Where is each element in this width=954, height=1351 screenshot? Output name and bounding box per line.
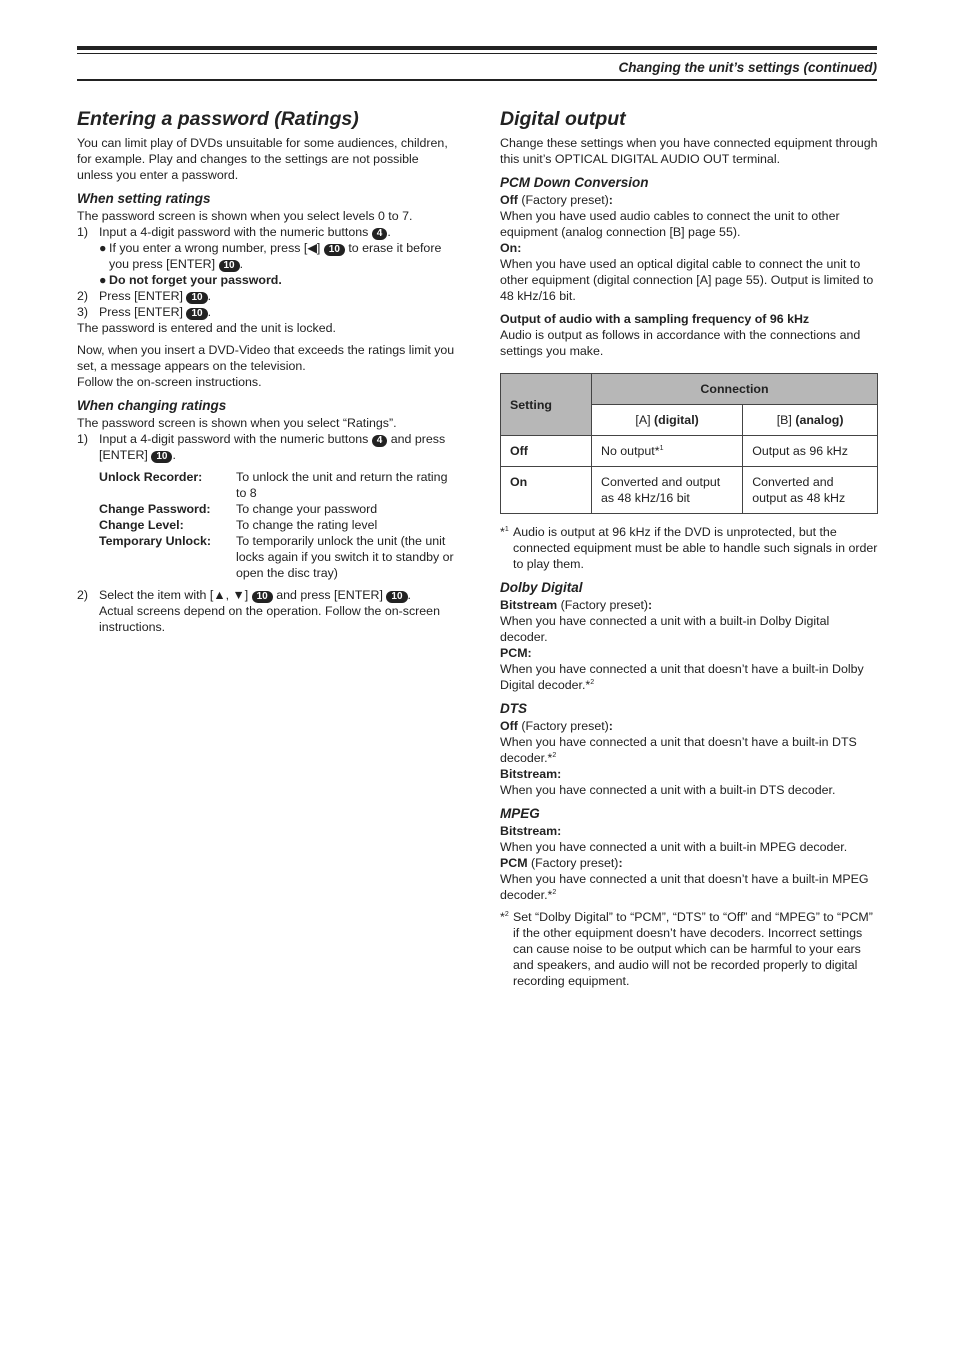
connection-table	[500, 373, 878, 514]
button-ref-badge-10: 10	[186, 308, 207, 320]
bullet-icon: ●	[99, 241, 107, 255]
left-column	[77, 107, 455, 635]
step-text: Press [ENTER]	[99, 289, 183, 303]
button-ref-badge-4: 4	[372, 435, 388, 447]
option-value: To change your password	[236, 502, 378, 516]
dolby-bitstream-label: Bitstream (Factory preset):	[500, 598, 653, 612]
pcm-off-text: When you have used audio cables to connect the unit to other equipment (analog connection [B] page 55).	[500, 209, 840, 239]
step-number: 3)	[77, 305, 89, 319]
footnote-ref: 1	[659, 444, 664, 452]
setting-step-1: 1) Input a 4-digit password with the numeric buttons 4 .	[77, 225, 391, 239]
section-title-digital-output: Digital output	[500, 108, 626, 130]
row-label-on: On	[501, 467, 592, 514]
header-rule-bottom	[77, 79, 877, 81]
options-table	[99, 469, 455, 581]
digital-output-intro: Change these settings when you have connected equipment through this unit’s OPTICAL DIGITAL AUDIO OUT terminal.	[500, 136, 878, 166]
setting-line1: The password screen is shown when you select levels 0 to 7.	[77, 209, 413, 223]
col-b-prefix: [B]	[776, 413, 792, 427]
step-text: Input a 4-digit password with the numeric buttons	[99, 225, 369, 239]
changing-step-1: 1) Input a 4-digit password with the numeric buttons 4 and press [ENTER] 10 .	[77, 432, 446, 462]
option-key: Change Level:	[99, 518, 184, 532]
step-text-and: and press [ENTER]	[99, 432, 446, 462]
button-ref-badge-10: 10	[186, 292, 207, 304]
table-row-on	[501, 467, 878, 514]
table-header-row	[501, 374, 878, 405]
col-a-prefix: [A]	[635, 413, 651, 427]
button-ref-badge-10: 10	[252, 591, 273, 603]
heading-dts: DTS	[500, 701, 527, 716]
step-text-and: and press [ENTER]	[276, 588, 383, 602]
button-ref-badge-10: 10	[219, 260, 240, 272]
step-text-rest: Actual screens depend on the operation. Follow the on-screen instructions.	[99, 604, 440, 634]
option-row	[99, 501, 455, 517]
bullet-do-not-forget	[77, 272, 455, 288]
header-rule-thick	[77, 46, 877, 50]
col-a-bold: (digital)	[654, 413, 699, 427]
step-number: 1)	[77, 432, 89, 446]
setting-step-3: 3) Press [ENTER] 10 .	[77, 305, 212, 319]
pcm-on-text: When you have used an optical digital cable to connect the unit to other equipment (digital connection [A] page 55). Output is limited to 48 kHz/16 bit.	[500, 257, 874, 303]
running-title: Changing the unit’s settings (continued)	[618, 60, 877, 75]
mpeg-bitstream-label: Bitstream:	[500, 824, 562, 838]
dolby-bitstream-text: When you have connected a unit with a built-in Dolby Digital decoder.	[500, 614, 830, 644]
bullet-text-b: to erase it before you press [ENTER]	[109, 241, 442, 271]
right-column	[500, 107, 878, 989]
bullet-wrong-number: ● If you enter a wrong number, press [◀] 10 to erase it before you press [ENTER] 10 .	[99, 241, 442, 271]
header-col-a	[592, 405, 743, 436]
sampling-text: Audio is output as follows in accordance with the connections and settings you make.	[500, 328, 861, 358]
cell-on-b: Converted and output as 48 kHz	[743, 467, 878, 514]
bullet-text-a: If you enter a wrong number, press [◀]	[109, 241, 321, 255]
header-setting: Setting	[501, 374, 592, 436]
bullet-icon: ●	[99, 273, 107, 287]
heading-dolby-digital: Dolby Digital	[500, 580, 583, 595]
step-number: 2)	[77, 588, 89, 602]
step-number: 2)	[77, 289, 89, 303]
footnote-mark: *$^2$	[500, 910, 509, 924]
cell-on-a: Converted and output as 48 kHz/16 bit	[592, 467, 743, 514]
option-key: Temporary Unlock:	[99, 534, 211, 548]
footnote-text: Set “Dolby Digital” to “PCM”, “DTS” to “Off” and “MPEG” to “PCM” if the other equipment doesn’t have decoders. Incorrect settings can cause noise to be output which can be harmful to your ears and speakers, and audio will not be recorded properly to digital recording equipment.	[513, 910, 873, 988]
step-text: Press [ENTER]	[99, 305, 183, 319]
option-value: To unlock the unit and return the rating to 8	[236, 470, 448, 500]
mpeg-pcm-label: PCM (Factory preset):	[500, 856, 623, 870]
step-number: 1)	[77, 225, 89, 239]
cell-text: No output*	[601, 444, 660, 458]
button-ref-badge-10: 10	[324, 244, 345, 256]
option-row	[99, 469, 455, 501]
footnote-text: Audio is output at 96 kHz if the DVD is unprotected, but the connected equipment must be able to handle such signals in order to play them.	[513, 525, 878, 571]
dts-off-label: Off (Factory preset):	[500, 719, 613, 733]
now-text: Now, when you insert a DVD-Video that exceeds the ratings limit you set, a message appears on the television.	[77, 343, 455, 373]
colon: :	[608, 193, 613, 207]
option-key: Unlock Recorder:	[99, 470, 203, 484]
setting-step-2: 2) Press [ENTER] 10 .	[77, 289, 212, 303]
mpeg-pcm-text: When you have connected a unit that doesn’t have a built-in MPEG decoder.*$^2$	[500, 872, 869, 902]
header-connection: Connection	[592, 374, 878, 405]
heading-mpeg: MPEG	[500, 806, 540, 821]
col-b-bold: (analog)	[795, 413, 844, 427]
option-value: To temporarily unlock the unit (the unit locks again if you switch it to standby or open the disc tray)	[236, 534, 454, 580]
heading-pcm-down-conversion: PCM Down Conversion	[500, 175, 649, 190]
header-col-b	[743, 405, 878, 436]
button-ref-badge-10: 10	[386, 591, 407, 603]
heading-when-setting: When setting ratings	[77, 191, 211, 206]
option-key: Change Password:	[99, 502, 211, 516]
follow-text: Follow the on-screen instructions.	[77, 375, 262, 389]
dolby-pcm-label: PCM:	[500, 646, 532, 660]
pcm-off-label	[500, 192, 878, 208]
changing-line1: The password screen is shown when you select “Ratings”.	[77, 416, 397, 430]
option-row	[99, 517, 455, 533]
cell-off-a	[592, 436, 743, 467]
sampling-heading: Output of audio with a sampling frequency of 96 kHz	[500, 312, 810, 326]
heading-when-changing: When changing ratings	[77, 398, 227, 413]
option-value: To change the rating level	[236, 518, 378, 532]
table-row-off	[501, 436, 878, 467]
dts-bitstream-label: Bitstream:	[500, 767, 562, 781]
section-title-ratings: Entering a password (Ratings)	[77, 108, 359, 130]
footnote-2	[500, 909, 878, 989]
label-off: Off	[500, 193, 518, 207]
ratings-intro: You can limit play of DVDs unsuitable for some audiences, children, for example. Play and changes to the settings are not possible unless you enter a password.	[77, 136, 448, 182]
changing-step-2: 2) Select the item with [▲, ▼] 10 and press [ENTER] 10 . Actual screens depend on the operation. Follow the on-screen instructions.	[77, 588, 440, 634]
dolby-pcm-text: When you have connected a unit that doesn’t have a built-in Dolby Digital decoder.*$^2$	[500, 662, 864, 692]
cell-off-b: Output as 96 kHz	[743, 436, 878, 467]
locked-text: The password is entered and the unit is locked.	[77, 321, 336, 335]
footnote-1	[500, 524, 878, 572]
footnote-mark: *$^1$	[500, 525, 509, 539]
bullet-text: Do not forget your password.	[109, 273, 282, 287]
pcm-on-label: On:	[500, 241, 522, 255]
button-ref-badge-10: 10	[151, 451, 172, 463]
dts-off-text: When you have connected a unit that doesn’t have a built-in DTS decoder.*$^2$	[500, 735, 857, 765]
option-row	[99, 533, 455, 581]
row-label-off: Off	[501, 436, 592, 467]
header-rule-thin	[77, 53, 877, 54]
step-text: Select the item with [▲, ▼]	[99, 588, 249, 602]
factory-preset-note: (Factory preset)	[517, 193, 609, 207]
button-ref-badge-4: 4	[372, 228, 388, 240]
mpeg-bitstream-text: When you have connected a unit with a built-in MPEG decoder.	[500, 840, 848, 854]
dts-bitstream-text: When you have connected a unit with a built-in DTS decoder.	[500, 783, 836, 797]
step-text: Input a 4-digit password with the numeric buttons	[99, 432, 369, 446]
